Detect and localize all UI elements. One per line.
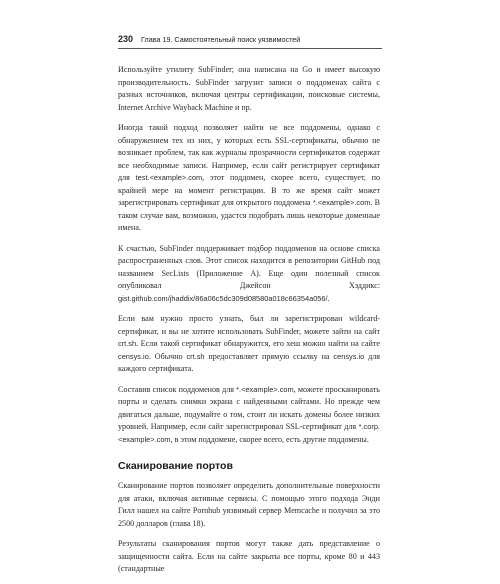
chapter-title: Глава 19. Самостоятельный поиск уязвимостей [141,35,301,44]
text-run: . Если такой сертификат обнаружится, его хеш можно найти на сайте [136,339,380,348]
text-run: Если вам нужно просто узнать, был ли зарегистрирован wildcard-сертификат, и вы не хотите использовать SubFinder, можете зайти на сайт [118,314,380,336]
text-run: К счастью, SubFinder поддерживает подбор поддоменов на основе списка распространенных слов. Этот список находится в репозитории GitHub под названием SecLists (Приложение A). Еще один полезный список опубликовал Джейсон Хэддикс: [118,243,380,290]
paragraph-5 [118,384,380,447]
text-run: , в этом поддомене, скорее всего, есть другие поддомены. [170,434,369,444]
paragraph-3 [118,243,380,306]
paragraph-6: Сканирование портов позволяет определить дополнительные поверхности для атаки, включая активные сервисы. С помощью этого подхода Энди Гилл нашел на сайте Pornhub уязвимый сервер Memcache и получил за это 2500 долларов (глава 18). [118,481,380,528]
section-heading: Сканирование портов [118,460,233,472]
header-rule [118,48,382,49]
paragraph-2 [118,122,380,235]
text-run: . Обычно [148,351,187,361]
page-number: 230 [118,34,134,44]
paragraph-7: Результаты сканирования портов могут также дать представление о защищенности сайта. Если на сайте закрыты все порты, кроме 80 и 443 (стандартные [118,539,380,573]
paragraph-1: Используйте утилиту SubFinder; она написана на Go и имеет высокую производительность. SubFinder загрузит записи о поддоменах сайта с разных источников, включая центры сертификации, поисковые системы, Internet Archive Wayback Machine и пр. [118,65,380,112]
text-run: Иногда такой подход позволяет найти не все поддомены, однако с обнаружением тех из них, у которых есть SSL-сертификаты, обычно не возникает проблем, так как журналы прозрачности сертификатов содержат все необходимые записи. Например, если сайт регистрирует сертификат для [118,123,380,182]
text-run: . [327,293,330,303]
running-header [118,34,382,44]
text-run: для каждого сертификата. [118,351,381,373]
domain-wildcard: *.<example>.com [236,384,294,394]
gist-url: gist.github.com/jhaddix/86a06c5dc309d08580a018c66354a056/ [118,293,328,303]
text-run: , этот поддомен, скорее всего, существует, по крайней мере на момент регистрации. В то же время сайт может зарегистрировать сертификат для открытого поддомена [118,173,380,207]
censys-url: censys.io [333,351,365,361]
text-run: Составив список поддоменов для [118,384,237,394]
body-text [118,64,380,584]
text-run: предоставляет прямую ссылку на [204,351,334,361]
text-run: . В таком случае вам, возможно, удастся подобрать лишь некоторые доменные имена. [118,198,381,232]
crtsh-url: crt.sh [118,339,137,348]
domain-test: test.<example>.com [135,173,203,182]
crtsh-url: crt.sh [186,351,205,361]
domain-wildcard: *.<example>.com [312,198,371,207]
text-run: , можете просканировать порты и сделать снимки экрана с найденными сайтами. Но прежде чем двигаться дальше, подумайте о том, стоит ли искать домены более низких уровней. Например, если сайт зарегистрировал SSL-сертификат для [118,384,381,431]
paragraph-4 [118,313,380,376]
censys-url: censys.io [118,351,149,361]
domain-corp-wildcard: *.corp.<example>.com [118,422,380,444]
